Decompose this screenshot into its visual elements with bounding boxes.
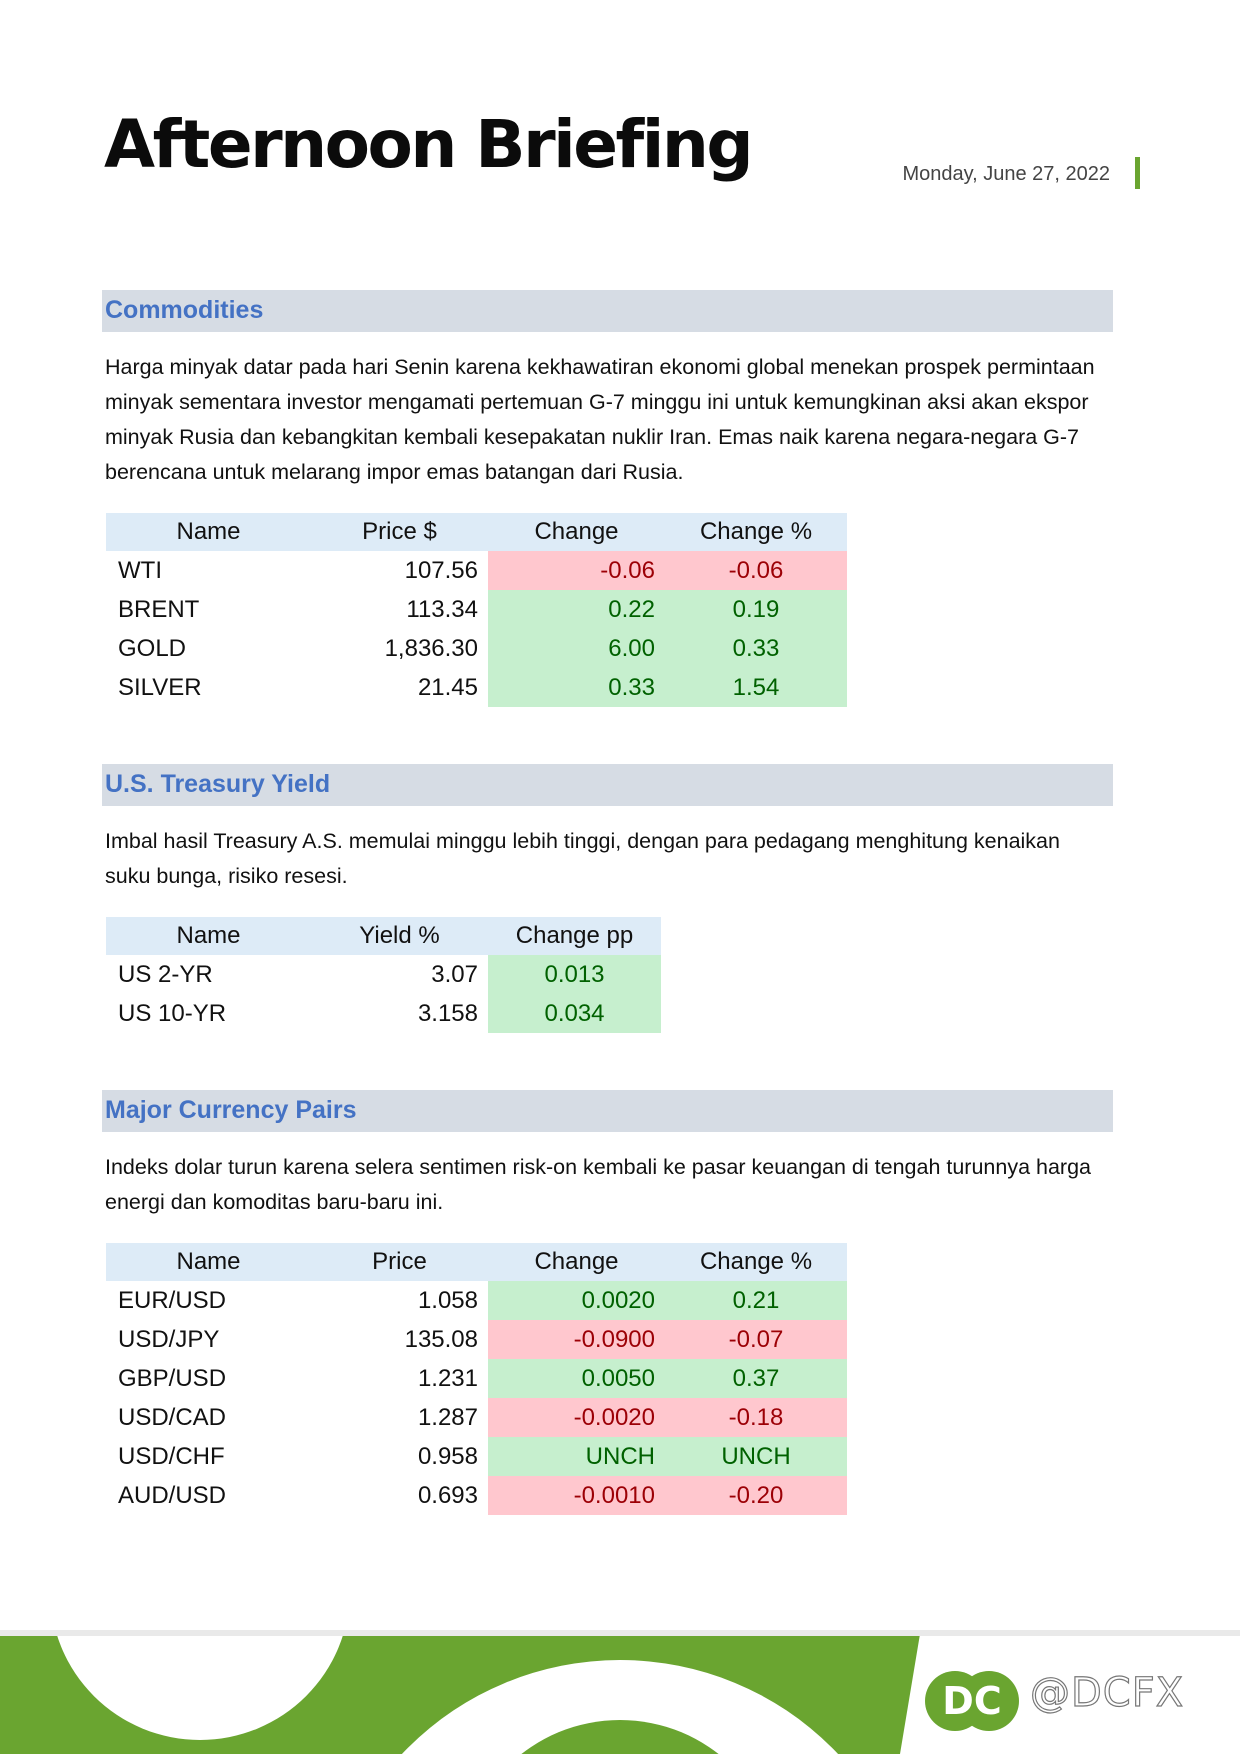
- table-header-row: [106, 1243, 847, 1281]
- table-row: [106, 1398, 847, 1437]
- row-change: UNCH: [488, 1437, 665, 1476]
- column-header: Change: [488, 513, 665, 551]
- row-change-pct: -0.07: [665, 1320, 847, 1359]
- date-accent-bar: [1135, 157, 1140, 189]
- row-price: 113.34: [406, 595, 478, 623]
- row-price: 1.231: [417, 1364, 478, 1392]
- column-header: Change pp: [488, 917, 661, 955]
- column-header: Change: [488, 1243, 665, 1281]
- row-name: AUD/USD: [118, 1481, 227, 1509]
- commodities-table: [106, 513, 847, 707]
- treasury-heading: U.S. Treasury Yield: [105, 770, 331, 798]
- row-name: US 10-YR: [118, 999, 227, 1027]
- row-name: SILVER: [118, 673, 202, 701]
- row-change-pct: 1.54: [665, 668, 847, 707]
- row-change: -0.06: [488, 551, 665, 590]
- row-name: GOLD: [118, 634, 187, 662]
- treasury-table: [106, 917, 661, 1033]
- row-change-pp: 0.013: [488, 955, 661, 994]
- table-row: [106, 994, 661, 1033]
- row-name: USD/CHF: [118, 1442, 225, 1470]
- column-header: Change %: [665, 513, 847, 551]
- column-header: Name: [106, 513, 311, 551]
- column-header: Name: [106, 917, 311, 955]
- row-name: GBP/USD: [118, 1364, 227, 1392]
- row-price: 0.958: [417, 1442, 478, 1470]
- row-change-pct: 0.19: [665, 590, 847, 629]
- table-row: [106, 955, 661, 994]
- row-change-pct: 0.37: [665, 1359, 847, 1398]
- table-row: [106, 629, 847, 668]
- treasury-heading-bar: [102, 764, 1113, 806]
- logo-text: DC: [942, 1679, 1002, 1723]
- row-name: US 2-YR: [118, 960, 213, 988]
- currency-table: [106, 1243, 847, 1515]
- column-header: Yield %: [311, 917, 488, 955]
- row-name: BRENT: [118, 595, 200, 623]
- commodities-text: Harga minyak datar pada hari Senin karena kekhawatiran ekonomi global menekan prospek permintaan minyak sementara investor mengamati pertemuan G-7 minggu ini untuk kemungkinan aksi akan ekspor minyak Rusia dan kebangkitan kembali kesepakatan nuklir Iran. Emas naik karena negara-negara G-7 berencana untuk melarang impor emas batangan dari Rusia.: [105, 355, 1095, 484]
- row-change: -0.0020: [488, 1398, 665, 1437]
- currency-heading-bar: [102, 1090, 1113, 1132]
- row-change: 0.22: [488, 590, 665, 629]
- table-row: [106, 590, 847, 629]
- row-change: 0.0020: [488, 1281, 665, 1320]
- table-row: [106, 1281, 847, 1320]
- watermark-text: @DCFX: [1030, 1670, 1185, 1716]
- dc-logo-icon: [922, 1668, 1022, 1734]
- row-name: USD/JPY: [118, 1325, 220, 1353]
- table-row: [106, 1320, 847, 1359]
- table-row: [106, 551, 847, 590]
- treasury-text: Imbal hasil Treasury A.S. memulai minggu lebih tinggi, dengan para pedagang menghitung kenaikan suku bunga, risiko resesi.: [105, 829, 1060, 888]
- row-price: 0.693: [417, 1481, 478, 1509]
- currency-text: Indeks dolar turun karena selera sentimen risk-on kembali ke pasar keuangan di tengah turunnya harga energi dan komoditas baru-baru ini.: [105, 1155, 1092, 1214]
- row-change-pp: 0.034: [488, 994, 661, 1033]
- table-row: [106, 1437, 847, 1476]
- row-change: -0.0900: [488, 1320, 665, 1359]
- row-price: 135.08: [404, 1325, 478, 1353]
- row-price: 21.45: [417, 673, 478, 701]
- row-name: EUR/USD: [118, 1286, 227, 1314]
- table-row: [106, 1359, 847, 1398]
- row-change: -0.0010: [488, 1476, 665, 1515]
- row-change: 6.00: [488, 629, 665, 668]
- row-price: 1,836.30: [384, 634, 478, 662]
- row-yield: 3.07: [431, 960, 478, 988]
- row-change-pct: -0.20: [665, 1476, 847, 1515]
- row-yield: 3.158: [417, 999, 478, 1027]
- table-row: [106, 1476, 847, 1515]
- row-price: 1.058: [417, 1286, 478, 1314]
- row-change-pct: UNCH: [665, 1437, 847, 1476]
- column-header: Price: [311, 1243, 488, 1281]
- report-date: Monday, June 27, 2022: [902, 163, 1110, 185]
- column-header: Change %: [665, 1243, 847, 1281]
- column-header: Price $: [311, 513, 488, 551]
- table-header-row: [106, 917, 661, 955]
- currency-heading: Major Currency Pairs: [105, 1096, 357, 1124]
- row-change-pct: -0.06: [665, 551, 847, 590]
- row-change-pct: 0.33: [665, 629, 847, 668]
- row-change-pct: -0.18: [665, 1398, 847, 1437]
- row-name: USD/CAD: [118, 1403, 227, 1431]
- row-price: 1.287: [417, 1403, 478, 1431]
- row-change: 0.33: [488, 668, 665, 707]
- row-change-pct: 0.21: [665, 1281, 847, 1320]
- table-row: [106, 668, 847, 707]
- page-title: Afternoon Briefing: [104, 106, 752, 183]
- column-header: Name: [106, 1243, 311, 1281]
- row-price: 107.56: [404, 556, 478, 584]
- row-name: WTI: [118, 556, 162, 584]
- commodities-heading: Commodities: [105, 296, 264, 324]
- commodities-heading-bar: [102, 290, 1113, 332]
- row-change: 0.0050: [488, 1359, 665, 1398]
- table-header-row: [106, 513, 847, 551]
